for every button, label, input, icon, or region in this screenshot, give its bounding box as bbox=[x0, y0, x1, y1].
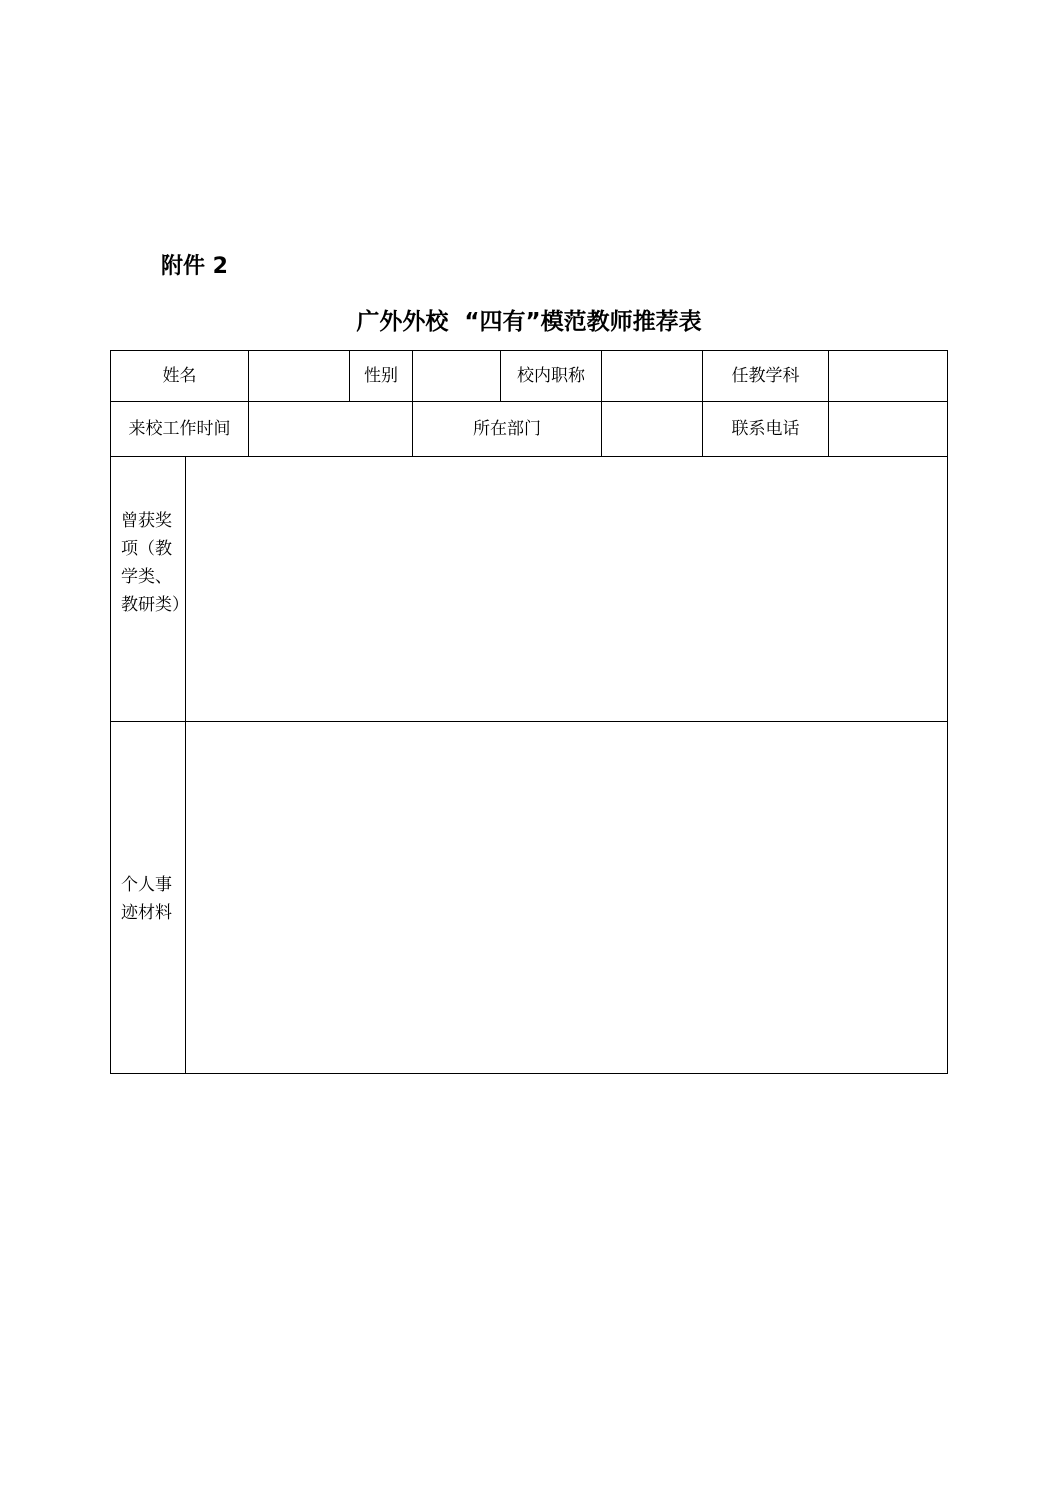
awards-label: 曾获奖项（教学类、教研类） bbox=[121, 511, 189, 615]
school-title-field[interactable] bbox=[602, 351, 702, 401]
name-field[interactable] bbox=[249, 351, 349, 401]
start-time-label: 来校工作时间 bbox=[128, 419, 231, 439]
gender-label: 性别 bbox=[364, 366, 398, 386]
phone-field[interactable] bbox=[829, 402, 947, 456]
phone-label: 联系电话 bbox=[731, 419, 800, 439]
recommendation-form-table bbox=[110, 350, 948, 1074]
department-field[interactable] bbox=[602, 402, 702, 456]
start-time-field[interactable] bbox=[249, 402, 412, 456]
department-label: 所在部门 bbox=[473, 419, 541, 439]
attachment-label: 附件 2 bbox=[161, 254, 228, 279]
deeds-label: 个人事迹材料 bbox=[121, 875, 172, 923]
deeds-content-area[interactable] bbox=[186, 722, 947, 1073]
subject-label: 任教学科 bbox=[731, 366, 800, 386]
awards-content-area[interactable] bbox=[186, 457, 947, 721]
gender-field[interactable] bbox=[413, 351, 500, 401]
subject-field[interactable] bbox=[829, 351, 947, 401]
school-title-label: 校内职称 bbox=[517, 366, 585, 386]
form-title: 广外外校 “四有”模范教师推荐表 bbox=[356, 309, 702, 335]
name-label: 姓名 bbox=[162, 366, 197, 386]
